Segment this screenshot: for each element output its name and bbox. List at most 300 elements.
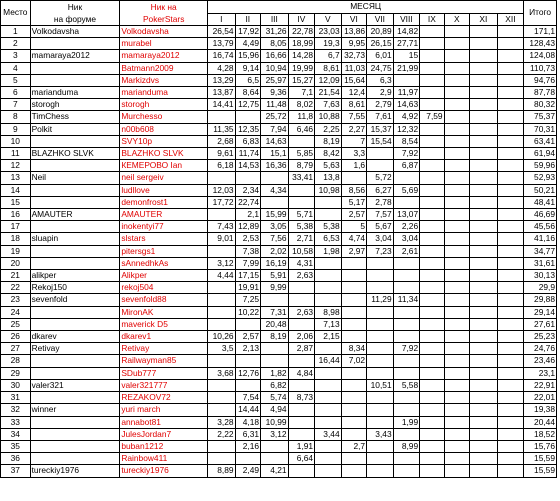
month-value-cell — [341, 294, 366, 306]
month-value-cell: 15 — [393, 50, 420, 62]
month-value-cell: 8,99 — [393, 440, 420, 452]
month-value-cell — [470, 294, 498, 306]
month-value-cell: 16,66 — [261, 50, 289, 62]
month-value-cell: 31,26 — [261, 26, 289, 38]
month-value-cell — [420, 294, 444, 306]
month-value-cell: 15,27 — [288, 74, 315, 86]
forum-nick-cell — [30, 453, 120, 465]
month-value-cell: 14,63 — [261, 135, 289, 147]
month-value-cell: 2,15 — [315, 331, 342, 343]
month-value-cell — [420, 87, 444, 99]
month-value-cell — [208, 172, 236, 184]
month-value-cell — [288, 282, 315, 294]
month-value-cell — [208, 355, 236, 367]
month-value-cell — [208, 440, 236, 452]
month-value-cell: 5 — [341, 221, 366, 233]
pokerstars-nick-cell: Retivay — [120, 343, 208, 355]
month-value-cell — [393, 367, 420, 379]
month-value-cell — [288, 404, 315, 416]
month-value-cell: 4,18 — [235, 416, 260, 428]
month-value-cell: 7,56 — [261, 233, 289, 245]
month-value-cell — [208, 294, 236, 306]
month-value-cell: 11,03 — [341, 62, 366, 74]
month-value-cell: 2,87 — [288, 343, 315, 355]
month-value-cell — [315, 343, 342, 355]
table-row — [1, 392, 557, 404]
month-value-cell — [367, 416, 394, 428]
month-value-cell — [497, 123, 524, 135]
month-value-cell — [444, 87, 469, 99]
rank-cell: 8 — [1, 111, 31, 123]
month-value-cell — [444, 465, 469, 477]
month-value-cell — [497, 160, 524, 172]
month-value-cell: 6,83 — [235, 135, 260, 147]
forum-nick-cell — [30, 74, 120, 86]
month-value-cell — [420, 440, 444, 452]
month-value-cell — [497, 306, 524, 318]
month-value-cell: 14,28 — [288, 50, 315, 62]
month-value-cell — [288, 416, 315, 428]
forum-nick-cell — [30, 196, 120, 208]
month-value-cell: 7,92 — [393, 343, 420, 355]
month-value-cell: 14,82 — [393, 26, 420, 38]
forum-nick-cell: winner — [30, 404, 120, 416]
month-value-cell: 19,3 — [315, 38, 342, 50]
month-value-cell: 20,89 — [367, 26, 394, 38]
rank-cell: 32 — [1, 404, 31, 416]
month-value-cell — [470, 135, 498, 147]
table-row — [1, 221, 557, 233]
month-value-cell — [235, 111, 260, 123]
month-value-cell — [315, 270, 342, 282]
pokerstars-nick-cell: MironAK — [120, 306, 208, 318]
month-value-cell: 7,61 — [367, 111, 394, 123]
month-value-cell: 1,82 — [261, 367, 289, 379]
month-value-cell — [261, 294, 289, 306]
month-value-cell — [444, 318, 469, 330]
month-value-cell: 12,35 — [235, 123, 260, 135]
total-cell: 29,14 — [524, 306, 557, 318]
month-value-cell: 5,71 — [288, 209, 315, 221]
month-value-cell: 7,94 — [261, 123, 289, 135]
month-value-cell — [497, 38, 524, 50]
month-value-cell — [420, 38, 444, 50]
month-value-cell — [208, 379, 236, 391]
month-value-cell: 7,13 — [315, 318, 342, 330]
month-value-cell: 6,46 — [288, 123, 315, 135]
month-value-cell — [444, 209, 469, 221]
month-value-cell — [420, 135, 444, 147]
forum-nick-cell — [30, 184, 120, 196]
rank-cell: 36 — [1, 453, 31, 465]
header-month-6: VI — [341, 13, 366, 26]
month-value-cell — [444, 160, 469, 172]
month-value-cell: 1,99 — [393, 416, 420, 428]
month-value-cell — [470, 404, 498, 416]
table-row — [1, 416, 557, 428]
forum-nick-cell: alikper — [30, 270, 120, 282]
table-row — [1, 74, 557, 86]
total-cell: 30,13 — [524, 270, 557, 282]
month-value-cell: 16,19 — [261, 257, 289, 269]
month-value-cell: 7,55 — [341, 111, 366, 123]
month-value-cell — [444, 392, 469, 404]
month-value-cell — [315, 282, 342, 294]
month-value-cell — [470, 184, 498, 196]
month-value-cell: 8,54 — [393, 135, 420, 147]
pokerstars-nick-cell: yuri march — [120, 404, 208, 416]
month-value-cell — [497, 331, 524, 343]
month-value-cell: 14,53 — [235, 160, 260, 172]
month-value-cell: 25,97 — [261, 74, 289, 86]
month-value-cell — [288, 196, 315, 208]
table-row — [1, 343, 557, 355]
forum-nick-cell: sluapin — [30, 233, 120, 245]
month-value-cell — [444, 26, 469, 38]
header-month-8: VIII — [393, 13, 420, 26]
month-value-cell: 6,5 — [235, 74, 260, 86]
month-value-cell — [420, 416, 444, 428]
forum-nick-cell: AMAUTER — [30, 209, 120, 221]
month-value-cell: 6,82 — [261, 379, 289, 391]
month-value-cell: 11,8 — [288, 111, 315, 123]
month-value-cell: 8,73 — [288, 392, 315, 404]
month-value-cell — [470, 318, 498, 330]
month-value-cell — [235, 318, 260, 330]
month-value-cell: 3,44 — [315, 428, 342, 440]
month-value-cell: 11,97 — [393, 87, 420, 99]
month-value-cell — [288, 379, 315, 391]
month-value-cell: 22,74 — [235, 196, 260, 208]
month-value-cell — [497, 428, 524, 440]
table-row — [1, 62, 557, 74]
month-value-cell: 3,3 — [341, 148, 366, 160]
month-value-cell — [444, 379, 469, 391]
header-month-1: I — [208, 13, 236, 26]
forum-nick-cell — [30, 245, 120, 257]
month-value-cell — [315, 392, 342, 404]
month-value-cell — [497, 392, 524, 404]
month-value-cell — [420, 367, 444, 379]
month-value-cell: 2,25 — [315, 123, 342, 135]
month-value-cell: 2,79 — [367, 99, 394, 111]
month-value-cell — [470, 50, 498, 62]
month-value-cell — [444, 172, 469, 184]
total-cell: 29,88 — [524, 294, 557, 306]
table-row — [1, 38, 557, 50]
month-value-cell — [341, 282, 366, 294]
month-value-cell — [497, 233, 524, 245]
pokerstars-nick-cell: valer321777 — [120, 379, 208, 391]
month-value-cell — [420, 209, 444, 221]
total-cell: 59,96 — [524, 160, 557, 172]
table-row — [1, 111, 557, 123]
month-value-cell — [470, 465, 498, 477]
month-value-cell — [470, 270, 498, 282]
month-value-cell: 9,61 — [208, 148, 236, 160]
total-cell: 34,77 — [524, 245, 557, 257]
header-month-2: II — [235, 13, 260, 26]
month-value-cell — [341, 172, 366, 184]
month-value-cell — [444, 270, 469, 282]
table-row — [1, 172, 557, 184]
month-value-cell — [420, 233, 444, 245]
rank-cell: 28 — [1, 355, 31, 367]
header-month-11: XI — [470, 13, 498, 26]
table-row — [1, 196, 557, 208]
month-value-cell: 3,43 — [367, 428, 394, 440]
month-value-cell — [497, 26, 524, 38]
total-cell: 128,43 — [524, 38, 557, 50]
month-value-cell — [470, 245, 498, 257]
total-cell: 61,94 — [524, 148, 557, 160]
month-value-cell: 2,78 — [367, 196, 394, 208]
month-value-cell — [420, 306, 444, 318]
month-value-cell: 32,73 — [341, 50, 366, 62]
month-value-cell — [341, 416, 366, 428]
month-value-cell: 27,71 — [393, 38, 420, 50]
month-value-cell — [393, 355, 420, 367]
month-value-cell: 8,89 — [208, 465, 236, 477]
month-value-cell: 3,04 — [367, 233, 394, 245]
pokerstars-nick-cell: Markizdvs — [120, 74, 208, 86]
table-row — [1, 123, 557, 135]
month-value-cell: 17,92 — [235, 26, 260, 38]
forum-nick-cell — [30, 392, 120, 404]
header-ps-nick: Ник на PokerStars — [120, 1, 208, 26]
month-value-cell — [420, 99, 444, 111]
pokerstars-nick-cell: murabel — [120, 38, 208, 50]
pokerstars-nick-cell: slstars — [120, 233, 208, 245]
month-value-cell: 11,48 — [261, 99, 289, 111]
month-value-cell: 12,89 — [235, 221, 260, 233]
header-forum-nick: Ник на форуме — [30, 1, 120, 26]
month-value-cell: 2,34 — [235, 184, 260, 196]
rank-cell: 26 — [1, 331, 31, 343]
month-value-cell — [288, 135, 315, 147]
forum-nick-cell — [30, 135, 120, 147]
month-value-cell: 12,09 — [315, 74, 342, 86]
month-value-cell: 2,63 — [288, 270, 315, 282]
table-row — [1, 367, 557, 379]
month-value-cell: 6,53 — [315, 233, 342, 245]
month-value-cell: 10,94 — [261, 62, 289, 74]
rank-cell: 25 — [1, 318, 31, 330]
month-value-cell — [367, 465, 394, 477]
month-value-cell — [393, 172, 420, 184]
rank-cell: 12 — [1, 160, 31, 172]
rank-cell: 13 — [1, 172, 31, 184]
forum-nick-cell — [30, 160, 120, 172]
month-value-cell — [497, 221, 524, 233]
month-value-cell — [261, 343, 289, 355]
rank-cell: 24 — [1, 306, 31, 318]
total-cell: 124,08 — [524, 50, 557, 62]
month-value-cell — [393, 257, 420, 269]
month-value-cell: 3,04 — [393, 233, 420, 245]
month-value-cell — [420, 184, 444, 196]
table-row — [1, 50, 557, 62]
total-cell: 31,61 — [524, 257, 557, 269]
month-value-cell — [497, 74, 524, 86]
total-cell: 80,32 — [524, 99, 557, 111]
month-value-cell — [470, 62, 498, 74]
month-value-cell — [420, 270, 444, 282]
pokerstars-nick-cell: pitersgs1 — [120, 245, 208, 257]
month-value-cell — [497, 465, 524, 477]
rank-cell: 15 — [1, 196, 31, 208]
forum-nick-cell: mamaraya2012 — [30, 50, 120, 62]
month-value-cell — [288, 355, 315, 367]
month-value-cell — [497, 196, 524, 208]
month-value-cell — [367, 148, 394, 160]
header-total: Итого — [524, 1, 557, 26]
forum-nick-cell — [30, 367, 120, 379]
month-value-cell: 22,78 — [288, 26, 315, 38]
pokerstars-nick-cell: marianduma — [120, 87, 208, 99]
pokerstars-nick-cell: JulesJordan7 — [120, 428, 208, 440]
month-value-cell — [367, 331, 394, 343]
month-value-cell: 14,63 — [393, 99, 420, 111]
rank-cell: 16 — [1, 209, 31, 221]
month-value-cell: 11,35 — [208, 123, 236, 135]
month-value-cell — [341, 428, 366, 440]
month-value-cell: 15,37 — [367, 123, 394, 135]
month-value-cell — [288, 184, 315, 196]
month-value-cell — [470, 26, 498, 38]
header-month-4: IV — [288, 13, 315, 26]
pokerstars-nick-cell: ludllove — [120, 184, 208, 196]
month-value-cell — [497, 379, 524, 391]
month-value-cell — [420, 257, 444, 269]
month-value-cell: 4,34 — [261, 184, 289, 196]
month-value-cell — [261, 196, 289, 208]
month-value-cell: 15,54 — [367, 135, 394, 147]
pokerstars-nick-cell: sevenfold88 — [120, 294, 208, 306]
month-value-cell — [393, 428, 420, 440]
month-value-cell — [208, 282, 236, 294]
pokerstars-nick-cell: n00b608 — [120, 123, 208, 135]
month-value-cell: 33,41 — [288, 172, 315, 184]
table-row — [1, 453, 557, 465]
month-value-cell: 5,67 — [367, 221, 394, 233]
rank-cell: 14 — [1, 184, 31, 196]
rank-cell: 9 — [1, 123, 31, 135]
month-value-cell — [444, 343, 469, 355]
month-value-cell: 2,57 — [341, 209, 366, 221]
month-value-cell — [393, 404, 420, 416]
rank-cell: 5 — [1, 74, 31, 86]
month-value-cell: 2,7 — [341, 440, 366, 452]
month-value-cell — [444, 111, 469, 123]
month-value-cell: 18,99 — [288, 38, 315, 50]
month-value-cell: 4,74 — [341, 233, 366, 245]
total-cell: 94,76 — [524, 74, 557, 86]
month-value-cell — [367, 270, 394, 282]
rank-cell: 37 — [1, 465, 31, 477]
month-value-cell: 9,36 — [261, 87, 289, 99]
month-value-cell — [341, 392, 366, 404]
month-value-cell: 8,64 — [235, 87, 260, 99]
month-value-cell: 10,58 — [288, 245, 315, 257]
month-value-cell: 8,79 — [288, 160, 315, 172]
month-value-cell: 19,91 — [235, 282, 260, 294]
month-value-cell: 5,74 — [261, 392, 289, 404]
month-value-cell: 24,75 — [367, 62, 394, 74]
month-value-cell: 7,43 — [208, 221, 236, 233]
month-value-cell — [444, 245, 469, 257]
month-value-cell — [393, 306, 420, 318]
month-value-cell — [288, 294, 315, 306]
month-value-cell: 13,79 — [208, 38, 236, 50]
month-value-cell — [420, 282, 444, 294]
month-value-cell: 10,99 — [261, 416, 289, 428]
month-value-cell: 4,31 — [288, 257, 315, 269]
rank-cell: 29 — [1, 367, 31, 379]
month-value-cell — [497, 367, 524, 379]
table-row — [1, 245, 557, 257]
month-value-cell: 14,41 — [208, 99, 236, 111]
pokerstars-nick-cell: Murchesso — [120, 111, 208, 123]
rank-cell: 20 — [1, 257, 31, 269]
month-value-cell: 2,26 — [393, 221, 420, 233]
month-value-cell: 6,87 — [393, 160, 420, 172]
pokerstars-nick-cell: BLAZHKO SLVK — [120, 148, 208, 160]
month-value-cell: 15,96 — [235, 50, 260, 62]
month-value-cell — [367, 343, 394, 355]
table-row — [1, 148, 557, 160]
total-cell: 15,59 — [524, 453, 557, 465]
rank-cell: 1 — [1, 26, 31, 38]
header-month-7: VII — [367, 13, 394, 26]
forum-nick-cell — [30, 416, 120, 428]
month-value-cell — [393, 196, 420, 208]
month-value-cell: 16,74 — [208, 50, 236, 62]
month-value-cell — [470, 428, 498, 440]
table-row — [1, 282, 557, 294]
total-cell: 22,91 — [524, 379, 557, 391]
total-cell: 46,69 — [524, 209, 557, 221]
month-value-cell — [315, 257, 342, 269]
month-value-cell — [497, 99, 524, 111]
month-value-cell — [444, 135, 469, 147]
month-value-cell: 6,27 — [367, 184, 394, 196]
pokerstars-nick-cell: sAnnedhkAs — [120, 257, 208, 269]
month-value-cell — [497, 87, 524, 99]
header-rank: Место — [1, 1, 31, 26]
month-value-cell: 3,12 — [261, 428, 289, 440]
forum-nick-cell: dkarev — [30, 331, 120, 343]
month-value-cell: 15,99 — [261, 209, 289, 221]
month-value-cell — [497, 111, 524, 123]
month-value-cell — [470, 282, 498, 294]
month-value-cell: 2,13 — [235, 343, 260, 355]
month-value-cell — [470, 209, 498, 221]
rank-cell: 6 — [1, 87, 31, 99]
table-row — [1, 209, 557, 221]
rank-cell: 22 — [1, 282, 31, 294]
month-value-cell: 7,02 — [341, 355, 366, 367]
total-cell: 29,9 — [524, 282, 557, 294]
table-row — [1, 355, 557, 367]
rank-cell: 33 — [1, 416, 31, 428]
forum-nick-cell: Volkodavsha — [30, 26, 120, 38]
month-value-cell: 8,02 — [288, 99, 315, 111]
month-value-cell — [420, 26, 444, 38]
month-value-cell: 3,68 — [208, 367, 236, 379]
month-value-cell — [288, 465, 315, 477]
forum-nick-cell — [30, 306, 120, 318]
